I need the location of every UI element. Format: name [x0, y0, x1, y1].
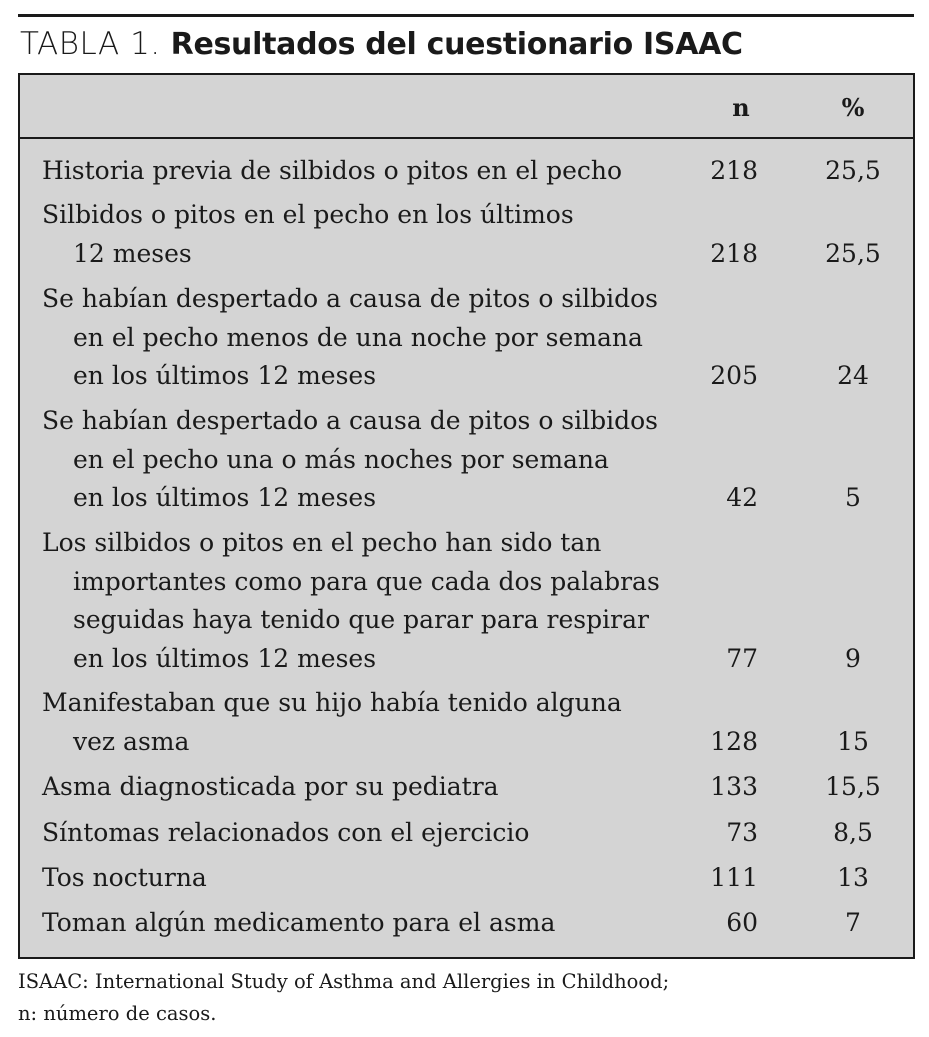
column-header-percent: %: [841, 93, 865, 122]
cell-n: 128: [710, 726, 758, 756]
row-label-line: en el pecho menos de una noche por semana: [73, 322, 643, 352]
table-row: [20, 904, 913, 943]
row-label-line: vez asma: [73, 726, 190, 756]
row-label-line: Se habían despertado a causa de pitos o silbidos: [42, 406, 659, 435]
row-label-line: en el pecho una o más noches por semana: [73, 444, 609, 474]
footnote-line: ISAAC: International Study of Asthma and Allergies in Childhood;: [18, 970, 670, 993]
row-label: [42, 152, 682, 191]
table-number: TABLA 1.: [20, 26, 161, 62]
row-label: [42, 684, 682, 761]
table-row: [20, 859, 913, 898]
row-label-line: seguidas haya tenido que parar para respirar: [73, 605, 649, 634]
table-row: [20, 814, 913, 853]
row-label: [42, 196, 682, 273]
cell-percent: 15,5: [825, 772, 881, 801]
row-label-line: 12 meses: [73, 238, 192, 268]
footnote-line: n: número de casos.: [18, 1002, 217, 1025]
table-row: [20, 524, 913, 678]
row-label: [42, 859, 682, 898]
row-label-line: Manifestaban que su hijo había tenido alguna: [42, 688, 622, 717]
table-footnote: [18, 966, 669, 1030]
cell-n: 133: [710, 772, 758, 801]
row-label: [42, 768, 682, 807]
row-label-line: en los últimos 12 meses: [73, 643, 377, 673]
row-label: [42, 524, 682, 678]
row-label-line: Historia previa de silbidos o pitos en el pecho: [42, 156, 623, 185]
cell-n: 218: [710, 238, 758, 268]
row-label-line: Síntomas relacionados con el ejercicio: [42, 818, 530, 847]
cell-percent: 9: [845, 643, 861, 673]
results-table: [18, 73, 915, 959]
cell-percent: 25,5: [825, 156, 881, 185]
row-label: [42, 904, 682, 943]
cell-percent: 15: [837, 726, 869, 756]
cell-n: 205: [710, 361, 758, 390]
row-label-line: importantes como para que cada dos palabras: [73, 566, 660, 596]
row-label-line: Asma diagnosticada por su pediatra: [42, 772, 499, 801]
cell-percent: 13: [837, 863, 869, 892]
cell-percent: 5: [845, 483, 861, 512]
cell-n: 111: [710, 863, 758, 892]
cell-percent: 25,5: [825, 238, 881, 268]
row-label-line: Los silbidos o pitos en el pecho han sido tan: [42, 528, 602, 557]
top-rule: [18, 14, 914, 17]
cell-n: 73: [726, 818, 758, 847]
cell-percent: 24: [837, 361, 869, 390]
cell-percent: 7: [845, 908, 861, 937]
row-label: [42, 280, 682, 396]
cell-percent: 8,5: [833, 818, 873, 847]
column-header-n: n: [732, 93, 750, 122]
cell-n: 218: [710, 156, 758, 185]
cell-n: 77: [726, 643, 758, 673]
cell-n: 42: [726, 483, 758, 512]
cell-n: 60: [726, 908, 758, 937]
table-row: [20, 768, 913, 807]
row-label-line: Tos nocturna: [42, 863, 207, 892]
table-row: [20, 684, 913, 761]
row-label: [42, 814, 682, 853]
row-label: [42, 402, 682, 518]
table-row: [20, 280, 913, 396]
row-label-line: Se habían despertado a causa de pitos o silbidos: [42, 284, 659, 313]
row-label-line: Toman algún medicamento para el asma: [42, 908, 556, 937]
table-caption: Resultados del cuestionario ISAAC: [170, 27, 743, 62]
row-label-line: en los últimos 12 meses: [73, 483, 377, 512]
table-row: [20, 152, 913, 191]
table-header: [20, 75, 913, 139]
row-label-line: en los últimos 12 meses: [73, 361, 377, 390]
table-title: [20, 24, 743, 70]
table-row: [20, 402, 913, 518]
table-row: [20, 196, 913, 273]
row-label-line: Silbidos o pitos en el pecho en los últimos: [42, 200, 574, 229]
